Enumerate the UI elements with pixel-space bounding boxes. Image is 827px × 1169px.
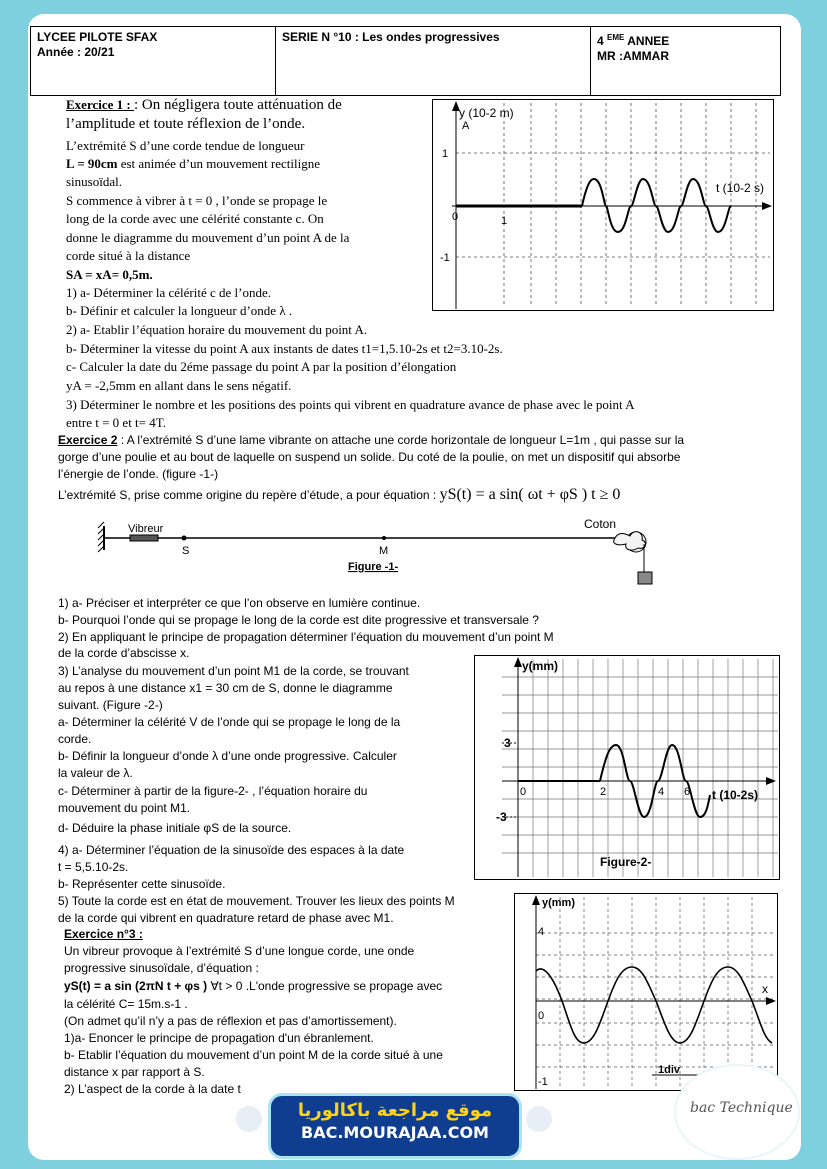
ex1-line: donne le diagramme du mouvement d’un point A de la [66,230,350,245]
graph3-tick: 4 [538,926,545,938]
ex3-question: b- Etablir l’équation du mouvement d’un point M de la corde situé à une [64,1048,443,1062]
ex1-question: yA = -2,5mm en allant dans le sens négatif. [66,378,292,393]
ex2-question: b- Pourquoi l’onde qui se propage le long de la corde est dite progressive et transversale ? [58,613,539,627]
ex2-question: d- Déduire la phase initiale φS de la source. [58,821,292,835]
graph1-tick: -1 [440,252,450,264]
ex2-intro: Exercice 2 : A l’extrémité S d’une lame vibrante on attache une corde horizontale de longueur L=1m , qui passe sur la [58,433,685,447]
ex2-question: b- Définir la longueur d’onde λ d’une onde progressive. Calculer [58,749,397,763]
header-school-cell [31,27,276,95]
ex1-question: c- Calculer la date du 2éme passage du point A par la position d’élongation [66,359,457,374]
ex1-question: 1) a- Déterminer la célérité c de l’onde. [66,285,271,300]
ex1-question: 2) a- Etablir l’équation horaire du mouvement du point A. [66,322,368,337]
ex2-question: mouvement du point M1. [58,801,191,815]
fig1-m-label: M [379,545,389,557]
fig1-coton-label: Coton [584,517,617,531]
ex2-question: au repos à une distance x1 = 30 cm de S, donne le diagramme [58,681,393,695]
ex3-question: 1)a- Enoncer le principe de propagation d'un ébranlement. [64,1031,374,1045]
ex2-question: 5) Toute la corde est en état de mouvement. Trouver les lieux des points M [58,894,455,908]
ex3-line: Un vibreur provoque à l’extrémité S d’une longue corde, une onde [64,944,415,958]
graph2-caption: Figure-2- [600,855,652,869]
graph-ex3 [514,893,778,1091]
graph1-y-label: y (10-2 m) [459,106,514,120]
bac-technique-stamp: bac Technique [676,1066,798,1158]
level: 4 $^{EME}$ ANNEE [597,33,670,48]
ex3-title: Exercice n°3 : [64,927,143,941]
graph1-tick: 0 [452,211,459,223]
graph2-tick: 3 [504,736,511,750]
graph3-div-label: 1div [658,1064,681,1076]
ex2-question: 2) En appliquant le principe de propagation déterminer l’équation du mouvement d’un point M [58,630,554,644]
ex1-line: sinusoïdal. [66,174,122,189]
graph1-tick: 1 [501,215,508,227]
ex1-line: L = 90cm est animée d’un mouvement rectiligne [66,156,320,171]
ex3-line: la célérité C= 15m.s-1 . [64,997,188,1011]
ex1-line: S commence à vibrer à t = 0 , l’onde se propage le [66,193,328,208]
ex2-question: c- Déterminer à partir de la figure-2- , l’équation horaire du [58,784,368,798]
ex3-line: progressive sinusoïdale, d’équation : [64,961,259,975]
header-series-cell [276,27,591,95]
ex2-line: gorge d’une poulie et au bout de laquelle on suspend un solide. Du coté de la poulie, on met un dispositif qui absorbe [58,450,681,464]
ex2-line: l’énergie de l’onde. (figure -1-) [58,467,219,481]
graph2-tick: 0 [520,786,527,798]
ex1-question: entre t = 0 et t= 4T. [66,415,166,430]
ex1-question: b- Définir et calculer la longueur d’onde λ . [66,303,293,318]
graph-ex2 [474,655,780,880]
ex1-line: L’extrémité S d’une corde tendue de longueur [66,138,305,153]
ex3-line: (On admet qu’il n’y a pas de réflexion et pas d’amortissement). [64,1014,397,1028]
school-name: LYCEE PILOTE SFAX [37,30,158,44]
ex2-question: 1) a- Préciser et interpréter ce que l’on observe en lumière continue. [58,596,421,610]
series-title: SERIE N °10 : Les ondes progressives [282,30,500,44]
figure-1 [96,514,676,588]
graph2-tick: -3 [496,810,507,824]
site-banner-url[interactable]: BAC.MOURAJAA.COM [301,1123,489,1142]
graph2-x-label: t (10-2s) [712,788,759,802]
graph2-y-label: y(mm) [522,659,559,673]
ex2-question: a- Déterminer la célérité V de l’onde qui se propage le long de la [58,715,401,729]
ex2-question: suivant. (Figure -2-) [58,698,163,712]
ex3-line: yS(t) = a sin (2πN t + φs ) ∀t > 0 .L'onde progressive se propage avec [64,979,443,993]
school-year: Année : 20/21 [37,45,115,59]
ex2-question: t = 5,5.10-2s. [58,860,129,874]
graph3-y-label: y(mm) [542,897,576,909]
ex1-intro: Exercice 1 : : On négligera toute atténuation de [66,97,342,113]
ex1-line: corde situé à la distance [66,248,191,263]
ex3-question: distance x par rapport à S. [64,1065,205,1079]
ex2-question: de la corde d’abscisse x. [58,646,190,660]
ex1-line: l’amplitude et toute réflexion de l’onde. [66,116,306,132]
ex2-equation-line: L’extrémité S, prise comme origine du repère d’étude, a pour équation : yS(t) = a sin( ωt + φS ) t ≥ 0 [58,486,621,503]
graph1-x-label: t (10-2 s) [716,181,765,195]
fig1-s-label: S [182,545,190,557]
fig1-caption: Figure -1- [348,561,399,573]
graph2-tick: 6 [684,786,691,798]
ex2-question: la valeur de λ. [58,766,133,780]
ex1-question: 3) Déterminer le nombre et les positions des points qui vibrent en quadrature avance de phase avec le point A [66,397,635,412]
ex1-question: b- Déterminer la vitesse du point A aux instants de dates t1=1,5.10-2s et t2=3.10-2s. [66,341,503,356]
ex3-question: 2) L’aspect de la corde à la date t [64,1082,241,1096]
graph1-y-sub: A [462,120,470,132]
logo-icon [236,1106,262,1132]
ex2-question: 3) L’analyse du mouvement d’un point M1 de la corde, se trouvant [58,664,409,678]
ex1-line: long de la corde avec une célérité constante c. On [66,211,324,226]
graph3-x-label: x [762,982,768,996]
ex2-question: 4) a- Déterminer l’équation de la sinusoïde des espaces à la date [58,843,405,857]
site-banner-arabic: موقع مراجعة باكالوريا [297,1100,493,1121]
graph3-tick: -1 [538,1076,548,1088]
ex1-line: SA = xA= 0,5m. [66,267,153,282]
header-level-cell [591,27,780,95]
ex2-question: b- Représenter cette sinusoïde. [58,877,226,891]
site-banner[interactable] [268,1093,522,1159]
header-table [30,26,781,96]
graph2-tick: 2 [600,786,607,798]
graph2-tick: 4 [658,786,665,798]
graph1-tick: 1 [442,148,449,160]
graph-ex1 [432,99,774,311]
teacher: MR :AMMAR [597,49,669,63]
logo-icon [526,1106,552,1132]
graph3-tick: 0 [538,1010,545,1022]
ex2-question: corde. [58,732,92,746]
fig1-vibreur-label: Vibreur [128,523,164,535]
ex2-question: de la corde qui vibrent en quadrature retard de phase avec M1. [58,911,394,925]
